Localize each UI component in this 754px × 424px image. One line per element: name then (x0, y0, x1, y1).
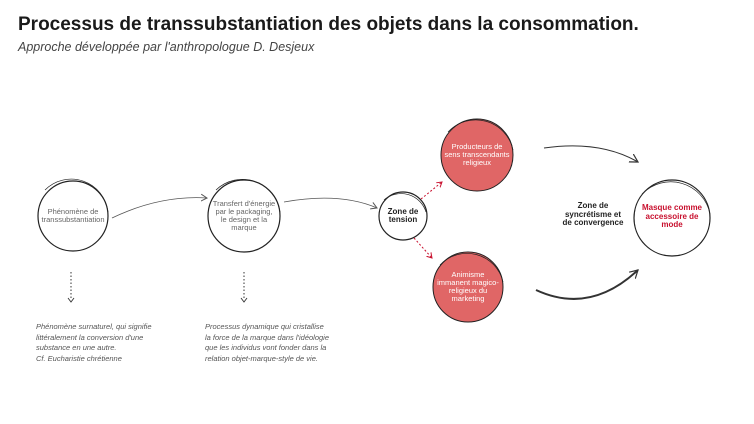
dotted-arrow-phenomene (68, 272, 74, 302)
label-animisme: Animisme immanent magico-religieux du marketing (437, 270, 499, 303)
note-phenomene (36, 322, 196, 364)
page-subtitle: Approche développée par l'anthropologue D. Desjeux (18, 40, 315, 54)
note-processus-line: que les individus vont fonder dans la (205, 343, 327, 352)
label-masque: Masque comme accessoire de mode (641, 203, 703, 230)
label-zone-syncretisme: Zone de syncrétisme et de convergence (562, 201, 624, 228)
note-processus-line: la force de la marque dans l'idéologie (205, 332, 330, 342)
arrow-tension-to-producteurs (421, 182, 442, 199)
note-phenomene-line: Phénomène surnaturel, qui signifie (36, 322, 152, 331)
note-phenomene-line: substance en une autre. (36, 343, 117, 352)
arrow-producteurs-to-masque (544, 146, 638, 162)
label-phenomene: Phénomène de transsubstantiation (41, 207, 105, 224)
arrow-phenomene-to-transfert (112, 198, 207, 218)
note-phenomene-line: littéralement la conversion d'une (36, 332, 144, 342)
note-processus-line: Processus dynamique qui cristallise (205, 322, 324, 331)
label-zone-tension: Zone de tension (387, 206, 419, 224)
arrow-tension-to-animisme (414, 238, 432, 258)
label-transfert: Transfert d'énergie par le packaging, le design et la marque (212, 199, 276, 232)
note-processus (205, 322, 375, 364)
arrow-animisme-to-masque (536, 270, 638, 299)
note-processus-line: relation objet-marque-style de vie. (205, 353, 318, 363)
note-phenomene-line: Cf. Eucharistie chrétienne (36, 353, 122, 363)
dotted-arrow-transfert (241, 272, 247, 302)
arrow-transfert-to-zone-tension (284, 198, 377, 208)
label-producteurs: Producteurs de sens transcendants religieux (444, 142, 510, 167)
page-title: Processus de transsubstantiation des objets dans la consommation. (18, 14, 639, 35)
